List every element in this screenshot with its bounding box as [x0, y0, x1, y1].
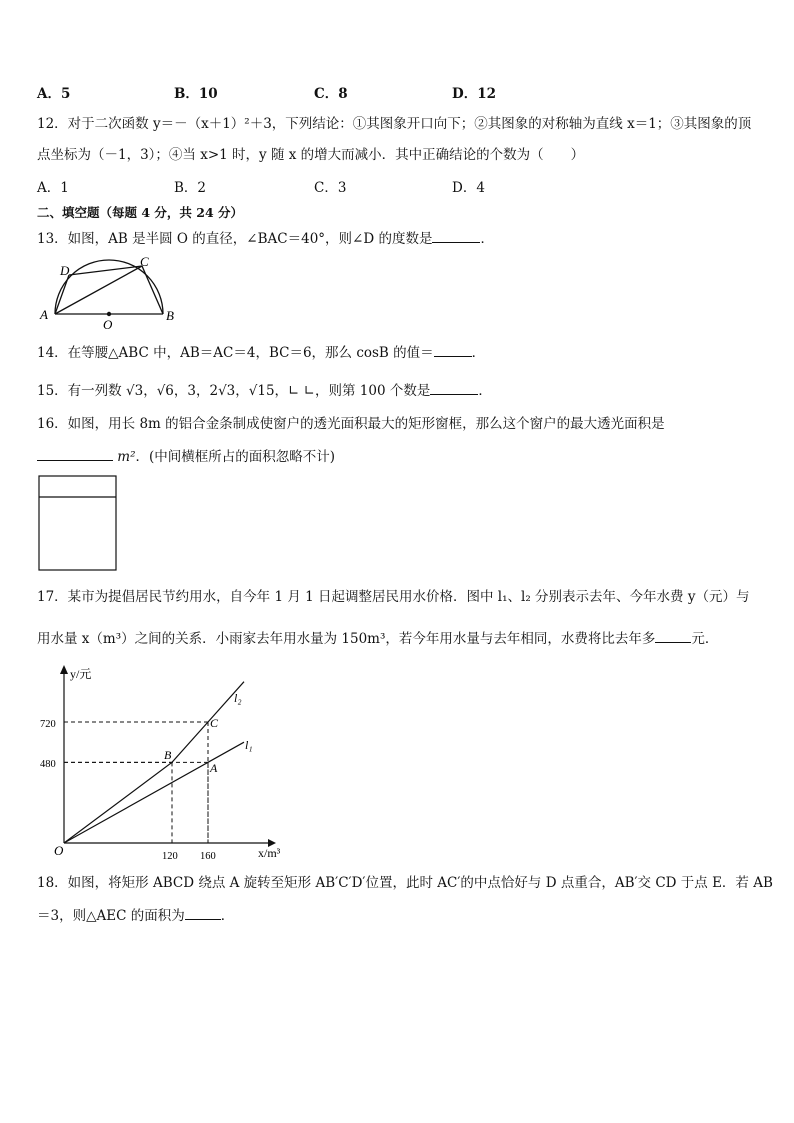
q12-option-d: D．4 [452, 180, 485, 196]
x-tick-120: 120 [162, 851, 178, 862]
q17-graph [36, 660, 296, 865]
q15-dots: ∟ ∟ [288, 383, 315, 399]
q16-unit: m² [117, 449, 136, 465]
chord-dc [69, 266, 142, 275]
origin-label: O [54, 843, 64, 858]
q12-option-c: C．3 [314, 180, 347, 196]
q16-answer-blank[interactable] [37, 446, 113, 461]
q15-text: 15．有一列数 √3，√6，3，2√3，√15，∟ ∟，则第 100 个数是 ． [37, 380, 492, 401]
series-line-l1 [64, 742, 244, 843]
x-tick-160: 160 [200, 851, 216, 862]
q15-end: ． [478, 383, 492, 399]
q12-line-2: 点坐标为（－1，3）；④当 x>1 时，y 随 x 的增大而减小．其中正确结论的个数为（ ） [37, 147, 585, 163]
q13-answer-blank[interactable] [432, 228, 480, 243]
q12-option-b: B．2 [174, 180, 207, 196]
q11-option-c: C．8 [314, 86, 348, 102]
label-o: O [103, 317, 113, 332]
q17-line-2-end: 元． [691, 631, 719, 647]
point-a-label: A [210, 761, 218, 775]
label-b: B [166, 308, 174, 323]
q18-line-1: 18．如图，将矩形 ABCD 绕点 A 旋转至矩形 AB′C′D′位置，此时 AC′的中点恰好与 D 点重合，AB′交 CD 于点 E．若 AB [37, 875, 773, 891]
q18-line-2 [37, 905, 234, 926]
q18-line-2-text: ＝3，则△AEC 的面积为 [37, 908, 185, 924]
q14-answer-blank[interactable] [434, 342, 472, 357]
center-point [107, 312, 111, 316]
q12-option-a: A．1 [37, 180, 69, 196]
q11-options [37, 82, 637, 102]
q14-question: 14．在等腰△ABC 中，AB＝AC＝4，BC＝6，那么 cosB 的值＝ [37, 345, 434, 361]
q15-prefix: 15．有一列数 [37, 383, 122, 399]
q11-option-b: B．10 [174, 86, 218, 102]
q18-end: ． [220, 908, 235, 924]
section-heading: 二、填空题（每题 4 分，共 24 分） [37, 205, 244, 220]
q11-option-d: D．12 [452, 86, 496, 102]
window-frame [39, 476, 116, 570]
q17-answer-blank[interactable] [655, 628, 691, 643]
q13-semicircle-figure [36, 254, 186, 334]
q16-window-figure [38, 475, 120, 573]
q17-line-2 [37, 628, 718, 649]
q12-line-1: 12．对于二次函数 y＝－（x＋1）²＋3，下列结论：①其图象开口向下；②其图象的对称轴为直线 x＝1；③其图象的顶 [37, 116, 752, 132]
chord-cb [142, 266, 163, 314]
q15-answer-blank[interactable] [430, 380, 478, 395]
q15-item-3: 3 [187, 383, 196, 399]
line-l2-label: l₂ [234, 691, 242, 705]
y-axis-arrow [60, 665, 68, 674]
q16-line-1: 16．如图，用长 8m 的铝合金条制成使窗户的透光面积最大的矩形窗框，那么这个窗户的最大透光面积是 [37, 416, 665, 432]
q14-text [37, 342, 485, 363]
q16-line-2 [37, 446, 335, 467]
y-tick-720: 720 [40, 719, 56, 730]
q18-answer-blank[interactable] [185, 905, 221, 920]
point-b-label: B [164, 748, 172, 762]
y-tick-480: 480 [40, 759, 56, 770]
x-axis-label: x/m³ [258, 846, 281, 860]
point-c-label: C [210, 716, 219, 730]
q16-note: ．(中间横框所占的面积忽略不计) [135, 449, 336, 465]
q13-question: 13．如图，AB 是半圆 O 的直径，∠BAC＝40°，则∠D 的度数是 [37, 231, 433, 247]
q13-text [37, 228, 494, 249]
q15-item-4: 2√3 [209, 383, 236, 399]
q17-line-2-text: 用水量 x（m³）之间的关系．小雨家去年用水量为 150m³，若今年用水量与去年相同，水费将比去年多 [37, 631, 656, 647]
q14-end: ． [471, 345, 486, 361]
y-axis-label: y/元 [70, 667, 92, 681]
q12-options [37, 176, 637, 196]
label-d: D [60, 263, 70, 278]
q11-option-a: A．5 [37, 86, 71, 102]
q15-suffix: ，则第 100 个数是 [314, 383, 431, 399]
label-a: A [40, 307, 48, 322]
q15-item-1: √3 [125, 383, 144, 399]
q15-item-5: √15 [248, 383, 275, 399]
q17-line-1: 17．某市为提倡居民节约用水，自今年 1 月 1 日起调整居民用水价格．图中 l₁、l₂ 分别表示去年、今年水费 y（元）与 [37, 589, 750, 605]
q13-end: ． [480, 231, 494, 247]
q15-item-2: √6 [156, 383, 174, 399]
label-c: C [140, 254, 149, 269]
line-l1-label: l₁ [245, 738, 253, 752]
